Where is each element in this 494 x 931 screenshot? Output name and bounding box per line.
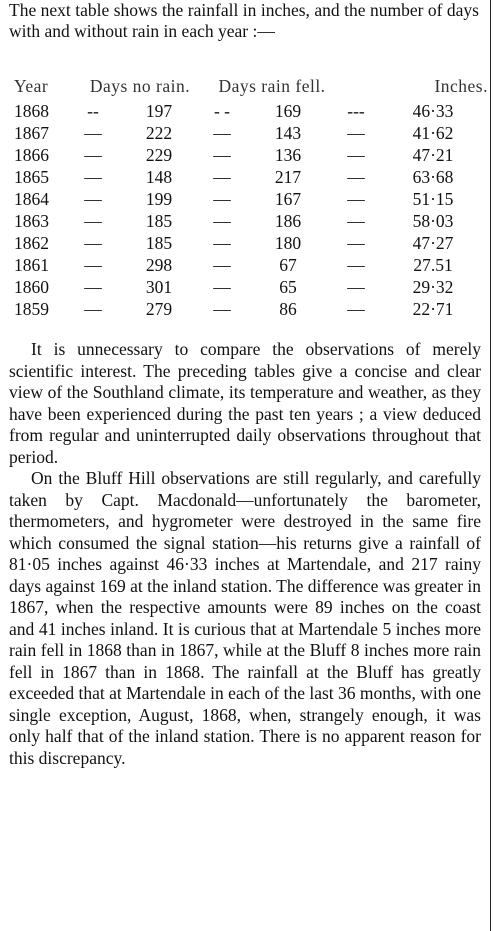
rainfall-table bbox=[14, 73, 492, 320]
cell-days-rain-fell: 143 bbox=[274, 122, 302, 143]
cell-dash: — bbox=[213, 232, 231, 253]
cell-dash: — bbox=[84, 166, 102, 187]
cell-inches: 63·68 bbox=[412, 166, 454, 187]
cell-dash: — bbox=[84, 276, 102, 297]
cell-days-rain-fell: 186 bbox=[274, 210, 302, 231]
cell-days-rain-fell: 86 bbox=[279, 298, 297, 319]
cell-days-no-rain: 229 bbox=[145, 144, 173, 165]
cell-dash: — bbox=[347, 188, 365, 209]
cell-year: 1862 bbox=[14, 232, 49, 253]
cell-year: 1865 bbox=[14, 166, 49, 187]
header-inches: Inches. bbox=[434, 76, 488, 96]
cell-dash: — bbox=[84, 210, 102, 231]
cell-days-rain-fell: 217 bbox=[274, 166, 302, 187]
cell-days-no-rain: 298 bbox=[145, 254, 173, 275]
cell-year: 1868 bbox=[14, 100, 49, 121]
cell-dash: - - bbox=[213, 100, 231, 121]
cell-year: 1864 bbox=[14, 188, 49, 209]
cell-year: 1863 bbox=[14, 210, 49, 231]
table-row bbox=[14, 188, 492, 210]
cell-dash: — bbox=[84, 144, 102, 165]
table-row bbox=[14, 100, 492, 122]
table-row bbox=[14, 210, 492, 232]
header-days-no-rain: Days no rain. bbox=[89, 76, 191, 96]
cell-dash: — bbox=[213, 166, 231, 187]
cell-inches: 29·32 bbox=[412, 276, 454, 297]
table-row bbox=[14, 276, 492, 298]
cell-days-no-rain: 185 bbox=[145, 210, 173, 231]
cell-dash: — bbox=[347, 122, 365, 143]
cell-dash: — bbox=[347, 298, 365, 319]
table-header-row bbox=[14, 73, 492, 100]
article-body bbox=[9, 339, 481, 769]
cell-inches: 41·62 bbox=[412, 122, 454, 143]
intro-text: The next table shows the rainfall in inches, and the number of days with and without rain in each year :— bbox=[9, 0, 479, 41]
table-row bbox=[14, 166, 492, 188]
cell-dash: — bbox=[213, 254, 231, 275]
cell-dash: — bbox=[347, 232, 365, 253]
cell-dash: — bbox=[213, 122, 231, 143]
table-row bbox=[14, 122, 492, 144]
cell-dash: — bbox=[84, 254, 102, 275]
cell-dash: — bbox=[84, 232, 102, 253]
table-row bbox=[14, 254, 492, 276]
cell-dash: — bbox=[213, 144, 231, 165]
table-row bbox=[14, 144, 492, 166]
cell-year: 1861 bbox=[14, 254, 49, 275]
cell-days-no-rain: 279 bbox=[145, 298, 173, 319]
cell-dash: — bbox=[84, 122, 102, 143]
header-days-rain-fell: Days rain fell. bbox=[218, 76, 326, 96]
cell-days-rain-fell: 136 bbox=[274, 144, 302, 165]
cell-inches: 58·03 bbox=[412, 210, 454, 231]
cell-inches: 51·15 bbox=[412, 188, 454, 209]
cell-days-no-rain: 222 bbox=[145, 122, 173, 143]
cell-year: 1866 bbox=[14, 144, 49, 165]
cell-days-no-rain: 301 bbox=[145, 276, 173, 297]
table-row bbox=[14, 232, 492, 254]
cell-days-no-rain: 148 bbox=[145, 166, 173, 187]
cell-days-rain-fell: 169 bbox=[274, 100, 302, 121]
cell-year: 1867 bbox=[14, 122, 49, 143]
cell-inches: 47·21 bbox=[412, 144, 454, 165]
cell-dash: — bbox=[347, 276, 365, 297]
cell-days-rain-fell: 65 bbox=[279, 276, 297, 297]
cell-days-no-rain: 199 bbox=[145, 188, 173, 209]
cell-inches: 47·27 bbox=[412, 232, 454, 253]
cell-year: 1859 bbox=[14, 298, 49, 319]
table-row bbox=[14, 298, 492, 320]
cell-inches: 46·33 bbox=[412, 100, 454, 121]
cell-days-no-rain: 197 bbox=[145, 100, 173, 121]
cell-dash: — bbox=[213, 298, 231, 319]
cell-dash: — bbox=[84, 298, 102, 319]
paragraph: On the Bluff Hill observations are still regularly, and carefully taken by Capt. Macdonald—unfortunately the barometer, thermometers, and hygrometer were destroyed in the same fire which consumed the signal station—his returns give a rainfall of 81·05 inches against 46·33 inches at Martendale, and 217 rainy days against 169 at the inland station. The difference was greater in 1867, when the respective amounts were 89 inches on the coast and 41 inches inland. It is curious that at Martendale 5 inches more rain fell in 1868 than in 1867, while at the Bluff 8 inches more rain fell in 1867 than in 1868. The rainfall at the Bluff has greatly exceeded that at Martendale in each of the last 36 months, with one single exception, August, 1868, when, strangely enough, it was only half that of the inland station. There is no apparent reason for this discrepancy. bbox=[9, 468, 481, 768]
cell-inches: 27.51 bbox=[413, 254, 453, 275]
cell-dash: — bbox=[347, 166, 365, 187]
cell-inches: 22·71 bbox=[412, 298, 454, 319]
cell-year: 1860 bbox=[14, 276, 49, 297]
cell-dash: — bbox=[84, 188, 102, 209]
cell-dash: -- bbox=[87, 100, 99, 121]
cell-dash: — bbox=[347, 210, 365, 231]
cell-dash: — bbox=[213, 276, 231, 297]
cell-days-rain-fell: 67 bbox=[279, 254, 297, 275]
cell-dash: — bbox=[347, 144, 365, 165]
cell-days-rain-fell: 180 bbox=[274, 232, 302, 253]
cell-dash: — bbox=[213, 188, 231, 209]
cell-days-no-rain: 185 bbox=[145, 232, 173, 253]
cell-dash: — bbox=[213, 210, 231, 231]
cell-dash: — bbox=[347, 254, 365, 275]
cell-days-rain-fell: 167 bbox=[274, 188, 302, 209]
cell-dash: --- bbox=[347, 100, 365, 121]
paragraph: It is unnecessary to compare the observations of merely scientific interest. The preceding tables give a concise and clear view of the Southland climate, its temperature and weather, as they have been experienced during the past ten years ; a view deduced from regular and uninterrupted daily observations throughout that period. bbox=[9, 339, 481, 467]
header-year: Year bbox=[14, 76, 49, 96]
